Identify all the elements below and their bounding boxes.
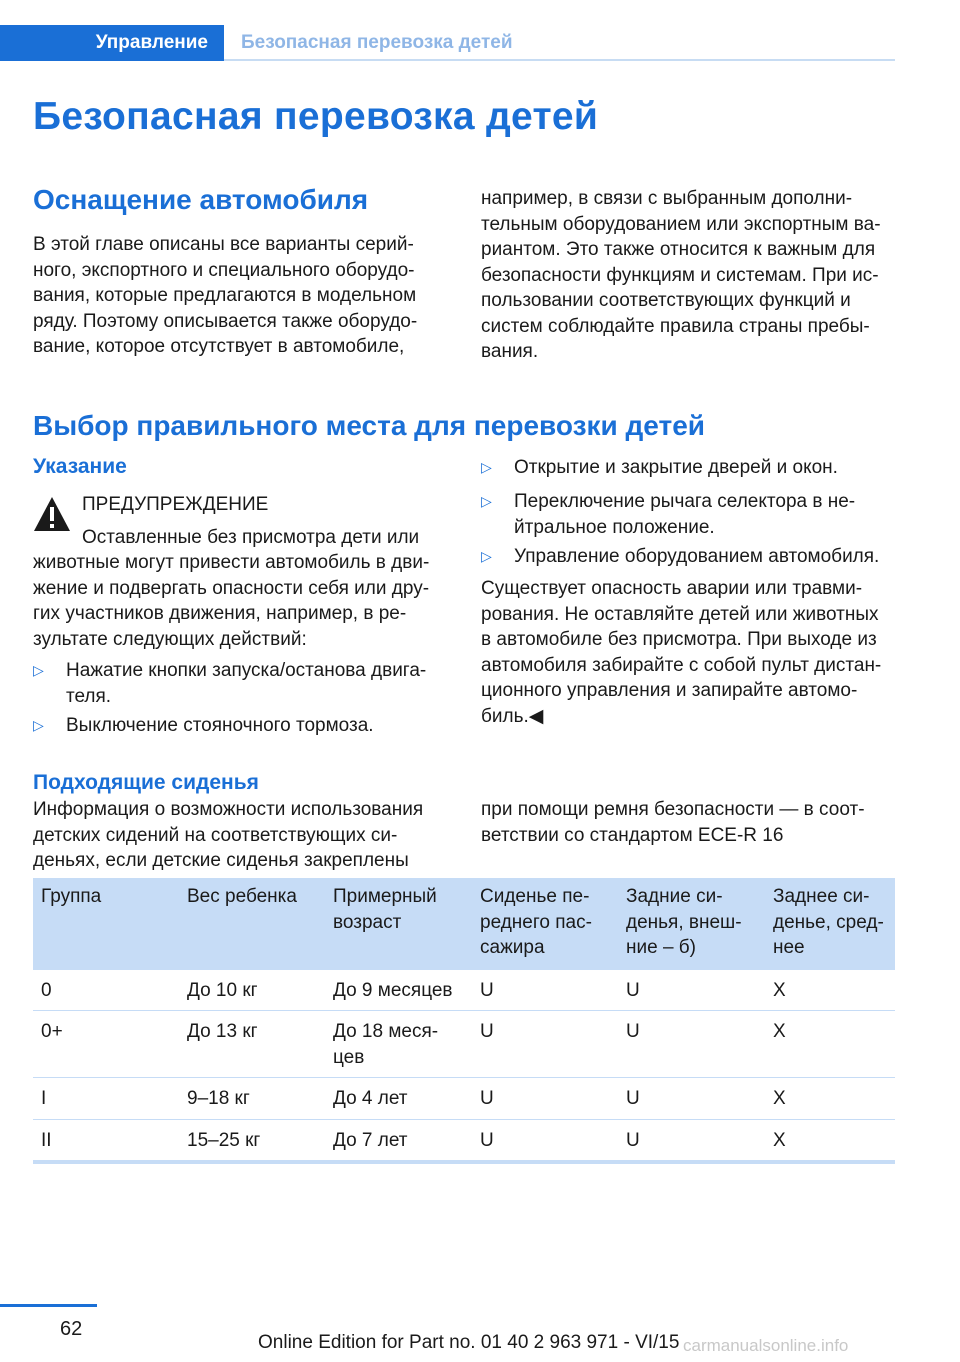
table-cell: U xyxy=(618,1119,765,1162)
text-line: безопасности функциям и системам. При ис- xyxy=(481,264,879,286)
section1-left-text xyxy=(33,232,463,360)
section-heading-seat-choice: Выбор правильного места для перевозки детей xyxy=(33,410,705,441)
text-line: рования. Не оставляйте детей или животных xyxy=(481,603,879,625)
bullet-arrow-icon: ▷ xyxy=(33,717,44,733)
text-line: В этой главе описаны все варианты серий- xyxy=(33,234,414,255)
watermark: carmanualsonline.info xyxy=(683,1336,849,1355)
table-header-row xyxy=(33,878,895,970)
text-line: тельным оборудованием или экспортным ва- xyxy=(481,213,881,235)
section1-right-text xyxy=(481,186,911,365)
text-line: вания. xyxy=(481,341,539,362)
text-line: риантом. Это также относится к важным для xyxy=(481,239,876,260)
table-cell: U xyxy=(472,1011,618,1078)
text-line: Информация о возможности использования xyxy=(33,799,424,820)
text-line: автомобиля забирайте с собой пульт дистан- xyxy=(481,654,882,676)
header-tab-chapter[interactable]: Безопасная перевозка детей xyxy=(241,32,513,53)
section-heading-equipment: Оснащение автомобиля xyxy=(33,184,369,215)
text-line: в автомобиле без присмотра. При выходе из xyxy=(481,629,877,650)
text-line: ряду. Поэтому описывается также оборудо- xyxy=(33,310,418,332)
table-cell: U xyxy=(618,1011,765,1078)
text-line: ного, экспортного и специального оборудо- xyxy=(33,259,415,281)
text-line: например, в связи с выбранным дополни- xyxy=(481,188,853,209)
text-line: Переключение рычага селектора в не- xyxy=(514,491,856,512)
table-cell: 9–18 кг xyxy=(179,1078,325,1120)
section3-left-text xyxy=(33,797,463,874)
footer-accent-line xyxy=(0,1304,97,1307)
table-cell: До 7 лет xyxy=(325,1119,472,1162)
section3-right-text xyxy=(481,797,911,848)
warning-first-line: Оставленные без присмотра дети или xyxy=(82,527,420,548)
table-row xyxy=(33,1078,895,1120)
table-cell: U xyxy=(472,1078,618,1120)
text-line: Нажатие кнопки запуска/останова двига- xyxy=(66,660,427,681)
note-heading: Указание xyxy=(33,455,127,478)
table-cell: U xyxy=(472,970,618,1011)
header-divider xyxy=(224,59,895,61)
child-seat-table xyxy=(33,878,895,1164)
table-header-cell: Примерный возраст xyxy=(325,878,472,970)
table-cell: До 18 меся- цев xyxy=(325,1011,472,1078)
table-header-cell: Вес ребенка xyxy=(179,878,325,970)
table-cell: До 13 кг xyxy=(179,1011,325,1078)
text-line: систем соблюдайте правила страны пребы- xyxy=(481,315,870,337)
table-cell: 0+ xyxy=(33,1011,179,1078)
warning-text xyxy=(33,550,463,652)
text-line: Управление оборудованием автомобиля. xyxy=(514,546,880,567)
text-line: ционного управления и запирайте автомо- xyxy=(481,680,858,701)
edition-note: Online Edition for Part no. 01 40 2 963 971 - VI/15 xyxy=(258,1332,680,1353)
table-cell: U xyxy=(618,1078,765,1120)
table-cell: X xyxy=(765,970,895,1011)
table-cell: X xyxy=(765,1119,895,1162)
text-line: Выключение стояночного тормоза. xyxy=(66,715,374,736)
table-cell: До 10 кг xyxy=(179,970,325,1011)
text-line: деньях, если детские сиденья закреплены xyxy=(33,850,409,871)
bullet-arrow-icon: ▷ xyxy=(33,662,44,678)
table-cell: До 4 лет xyxy=(325,1078,472,1120)
table-header-cell: Сиденье пе- реднего пас- сажира xyxy=(472,878,618,970)
text-line: детских сидений на соответствующих си- xyxy=(33,824,398,846)
table-header-cell: Задние си- денья, внеш- ние – б) xyxy=(618,878,765,970)
page-title: Безопасная перевозка детей xyxy=(33,95,599,138)
text-line: животные могут привести автомобиль в дви- xyxy=(33,552,430,573)
text-line: биль.◀ xyxy=(481,705,544,727)
text-line: при помощи ремня безопасности — в соот- xyxy=(481,799,865,820)
bullet-arrow-icon: ▷ xyxy=(481,493,492,509)
table-header-cell: Заднее си- денье, сред- нее xyxy=(765,878,895,970)
table-cell: X xyxy=(765,1078,895,1120)
table-header-cell: Группа xyxy=(33,878,179,970)
text-line: Существует опасность аварии или травми- xyxy=(481,578,863,599)
table-cell: I xyxy=(33,1078,179,1120)
text-line: вания, которые предлагаются в модельном xyxy=(33,285,417,306)
table-cell: U xyxy=(472,1119,618,1162)
page-number: 62 xyxy=(60,1318,83,1340)
text-line: Открытие и закрытие дверей и окон. xyxy=(514,457,838,478)
text-line: ветствии со стандартом ECE-R 16 xyxy=(481,824,784,846)
text-line: жение и подвергать опасности себя или дру- xyxy=(33,577,430,599)
table-row xyxy=(33,1011,895,1078)
text-line: теля. xyxy=(66,685,112,707)
table-row xyxy=(33,970,895,1011)
table-cell: X xyxy=(765,1011,895,1078)
table-row xyxy=(33,1119,895,1162)
text-line: йтральное положение. xyxy=(514,516,715,538)
text-line: гих участников движения, например, в ре- xyxy=(33,603,407,624)
warning-triangle-icon xyxy=(33,496,71,532)
table-cell: U xyxy=(618,970,765,1011)
text-line: вание, которое отсутствует в автомобиле, xyxy=(33,336,405,357)
bullet-arrow-icon: ▷ xyxy=(481,459,492,475)
warning-title: ПРЕДУПРЕЖДЕНИЕ xyxy=(82,494,269,515)
table-cell: II xyxy=(33,1119,179,1162)
table-cell: До 9 месяцев xyxy=(325,970,472,1011)
header-tab-section[interactable]: Управление xyxy=(95,32,208,53)
text-line: зультате следующих действий: xyxy=(33,628,307,650)
text-line: пользовании соответствующих функций и xyxy=(481,290,851,311)
table-cell: 0 xyxy=(33,970,179,1011)
bullet-arrow-icon: ▷ xyxy=(481,548,492,564)
table-cell: 15–25 кг xyxy=(179,1119,325,1162)
subsection-heading-seats: Подходящие сиденья xyxy=(33,771,259,794)
section2-right-text xyxy=(481,576,911,729)
